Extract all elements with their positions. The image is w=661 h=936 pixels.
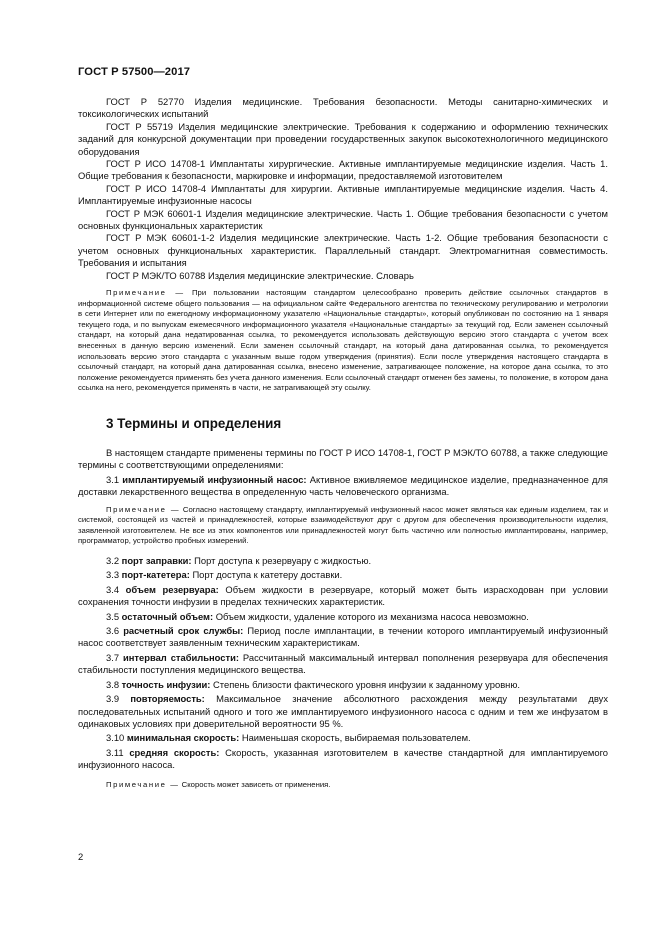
term-number: 3.9 bbox=[106, 693, 120, 705]
term-number: 3.1 bbox=[106, 473, 120, 485]
term-entry bbox=[78, 555, 608, 567]
references-note bbox=[78, 288, 608, 394]
term-definition: Период после имплантации, в течении которого имплантируемый инфузионный насос соответствует заявленным техническим характеристикам. bbox=[78, 625, 609, 649]
note-label: Примечание — bbox=[106, 504, 181, 514]
page-number: 2 bbox=[78, 851, 84, 862]
term-number: 3.5 bbox=[106, 610, 120, 622]
term-definition: Степень близости фактического уровня инфузии к заданному уровню. bbox=[213, 678, 520, 690]
reference-item: ГОСТ Р МЭК 60601-1-2 Изделия медицинские электрические. Часть 1-2. Общие требования безопасности с учетом основных функциональных характеристик. Параллельный стандарт. Электромагнитная совместимость. Требования и испытания bbox=[78, 232, 608, 269]
reference-item: ГОСТ Р ИСО 14708-1 Имплантаты хирургические. Активные имплантируемые медицинские изделия. Часть 1. Общие требования к безопасности, маркировке и информации, предоставляемой изготовителем bbox=[78, 158, 608, 182]
term-entry bbox=[78, 611, 608, 623]
term-name: порт-катетера: bbox=[121, 569, 190, 581]
term-name: точность инфузии: bbox=[121, 678, 211, 690]
note-label: Примечание — bbox=[106, 779, 180, 789]
note-text: При пользовании настоящим стандартом целесообразно проверить действие ссылочных стандартов в информационной системе общего пользования — на официальном сайте Федерального агентства по техническому регулированию и метрологии в сети Интернет или по ежегодному информационному указателю «Национальные стандарты», который опубликован по состоянию на 1 января текущего года, и по выпускам ежемесячного информационного указателя «Национальные стандарты» за текущий год. Если заменен ссылочный стандарт, на который дана недатированная ссылка, то рекомендуется использовать действующую версию этого стандарта с учетом всех внесенных в данную версию изменений. Если заменен ссылочный стандарт, на который дана датированная ссылка, то рекомендуется использовать версию этого стандарта с указанным выше годом утверждения (принятия). Если после утверждения настоящего стандарта в ссылочный стандарт, на который дана датированная ссылка, внесено изменение, затрагивающее положение, на которое дана ссылка, то это положение рекомендуется применять без учета данного изменения. Если ссылочный стандарт отменен без замены, то положение, в котором дана ссылка на него, рекомендуется применять в части, не затрагивающей эту ссылку. bbox=[78, 288, 608, 393]
reference-item: ГОСТ Р 52770 Изделия медицинские. Требования безопасности. Методы санитарно-химических и токсикологических испытаний bbox=[78, 96, 608, 120]
term-number: 3.3 bbox=[106, 569, 120, 581]
term-number: 3.8 bbox=[106, 678, 120, 690]
terms-list bbox=[78, 555, 608, 772]
reference-item: ГОСТ Р ИСО 14708-4 Имплантаты для хирургии. Активные имплантируемые медицинские изделия. Часть 4. Имплантируемые инфузионные насосы bbox=[78, 182, 608, 207]
term-entry bbox=[78, 693, 608, 730]
term-definition: Наименьшая скорость, выбираемая пользователем. bbox=[241, 732, 471, 744]
term-name: минимальная скорость: bbox=[126, 732, 240, 744]
term-definition: Рассчитанный максимальный интервал пополнения резервуара для обеспечения стабильности поступления медицинского вещества. bbox=[78, 651, 608, 676]
term-entry bbox=[78, 747, 608, 772]
term-definition: Скорость, указанная изготовителем в качестве стандартной для имплантируемого инфузионного насоса. bbox=[78, 746, 609, 771]
normative-references-list bbox=[78, 96, 608, 282]
term-name: средняя скорость: bbox=[129, 746, 220, 758]
page-content bbox=[78, 96, 608, 790]
term-entry bbox=[78, 474, 608, 499]
term-entry bbox=[78, 625, 608, 650]
term-name: порт заправки: bbox=[121, 555, 192, 567]
term-entry bbox=[78, 679, 608, 691]
term-number: 3.4 bbox=[106, 583, 120, 595]
term-name: остаточный объем: bbox=[121, 610, 214, 622]
speed-note bbox=[78, 780, 608, 791]
reference-item: ГОСТ Р 55719 Изделия медицинские электрические. Требования к содержанию и оформлению технических заданий для конкурсной документации при проведении государственных закупок высокотехнологичного медицинского оборудования bbox=[78, 120, 608, 157]
term-name: имплантируемый инфузионный насос: bbox=[122, 473, 307, 485]
standard-designation: ГОСТ Р 57500—2017 bbox=[78, 66, 191, 78]
term-definition: Максимальное значение абсолютного расхождения между результатами двух последовательных испытаний одного и того же имплантируемого инфузионного насоса с одним и тем же инфузатом в одинаковых условиях при доверительной вероятности 95 %. bbox=[78, 693, 609, 729]
term-name: объем резервуара: bbox=[125, 583, 219, 595]
term-definition: Порт доступа к резервуару с жидкостью. bbox=[194, 555, 372, 567]
term-entry bbox=[78, 569, 608, 581]
term-name: расчетный срок службы: bbox=[123, 625, 244, 637]
term-entry bbox=[78, 732, 608, 744]
note-text: Скорость может зависеть от применения. bbox=[181, 779, 331, 789]
term-definition: Объем жидкости, удаление которого из механизма насоса невозможно. bbox=[215, 610, 529, 622]
reference-item: ГОСТ Р МЭК/ТО 60788 Изделия медицинские электрические. Словарь bbox=[106, 269, 414, 281]
term-number: 3.10 bbox=[106, 732, 125, 744]
term-number: 3.2 bbox=[106, 555, 120, 567]
section-intro: В настоящем стандарте применены термины по ГОСТ Р ИСО 14708-1, ГОСТ Р МЭК/ТО 60788, а также следующие термины с соответствующими определениями: bbox=[78, 447, 608, 471]
term-definition: Порт доступа к катетеру доставки. bbox=[192, 569, 343, 581]
term-entry bbox=[78, 584, 608, 609]
note-label: Примечание — bbox=[106, 288, 185, 298]
term-definition: Объем жидкости в резервуаре, который может быть израсходован при условии сохранения точности инфузии в пределах технических характеристик. bbox=[78, 583, 608, 608]
term-number: 3.6 bbox=[106, 625, 120, 637]
term-name: интервал стабильности: bbox=[123, 651, 239, 663]
term-number: 3.7 bbox=[106, 651, 120, 663]
term-name: повторяемость: bbox=[130, 693, 205, 705]
term-entry bbox=[78, 652, 608, 677]
term-definition: Активное вживляемое медицинское изделие, предназначенное для доставки лекарственного вещества в определенную часть человеческого организма. bbox=[78, 473, 609, 498]
section-heading: 3 Термины и определения bbox=[106, 416, 282, 432]
reference-item: ГОСТ Р МЭК 60601-1 Изделия медицинские электрические. Часть 1. Общие требования безопасности с учетом основных функциональных характеристик bbox=[78, 207, 608, 232]
note-text: Согласно настоящему стандарту, имплантируемый инфузионный насос может являться как единым изделием, так и системой, состоящей из частей и принадлежностей, которые взаимодействуют друг с другом для обеспечения производительности изделия, заявленной изготовителем. Не все из этих компонентов или принадлежностей могут быть частично или полностью имплантированы, например, программатор, устройство пробных измерений. bbox=[78, 504, 608, 546]
document-header bbox=[78, 66, 190, 78]
term-number: 3.11 bbox=[106, 746, 124, 758]
term-note bbox=[78, 505, 608, 547]
